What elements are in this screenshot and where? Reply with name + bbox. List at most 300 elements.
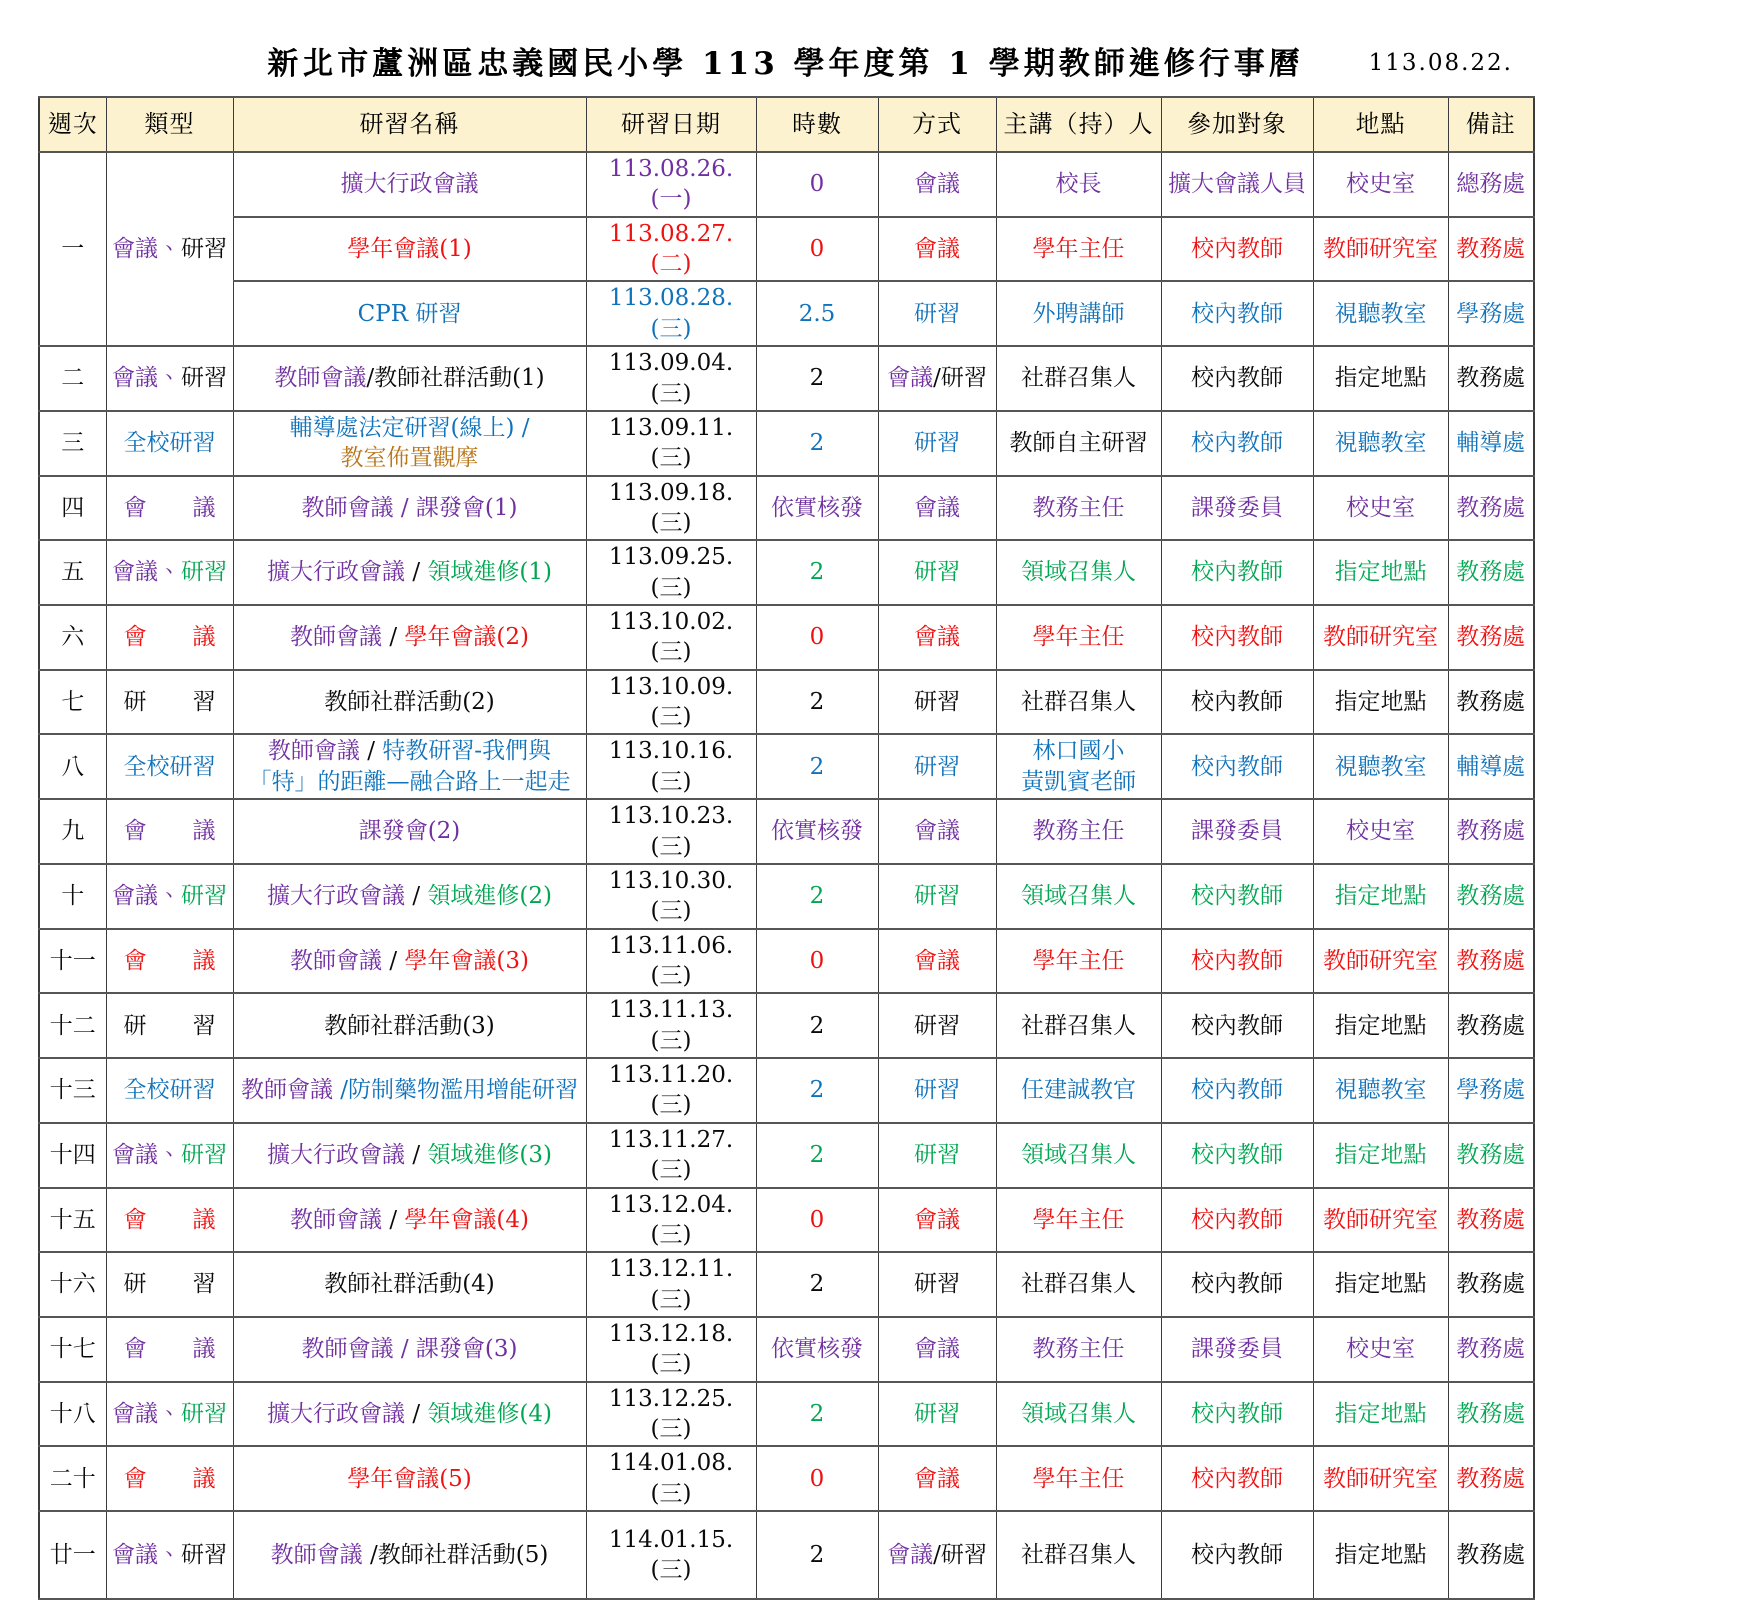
cell-text: 會議 [914,947,960,974]
cell-name [233,993,586,1058]
table-row [39,929,1534,994]
cell-text: 林口國小 [1032,738,1125,765]
cell-hours [756,411,878,476]
cell-note [1448,1252,1534,1317]
cell-text: 會議 [914,624,960,651]
cell-text: 113.11.27.(三) [608,1126,734,1184]
cell-method [878,152,996,217]
cell-date [586,281,756,346]
cell-text: / [412,1400,428,1427]
cell-text: 社群召集人 [1021,688,1136,715]
cell-speaker [996,605,1161,670]
cell-hours [756,1446,878,1511]
cell-note [1448,799,1534,864]
cell-text: /研習 [933,1541,987,1568]
cell-hours [756,346,878,411]
cell-text: 校內教師 [1191,1400,1283,1427]
cell-text: 教務處 [1456,1541,1526,1568]
column-header-method: 方式 [878,97,996,152]
cell-text: 學年主任 [1032,1206,1125,1233]
cell-text: 研 習 [123,688,216,715]
cell-text: 校史室 [1346,494,1415,521]
cell-text: 0 [809,171,825,198]
cell-text: 擴大行政會議 [267,1400,413,1427]
cell-method [878,1382,996,1447]
cell-text: 研習 [181,1141,227,1168]
cell-text: 校內教師 [1191,1077,1283,1104]
cell-text: 113.08.27.(二) [608,220,734,278]
cell-hours [756,540,878,605]
cell-date [586,864,756,929]
cell-text: 學務處 [1456,1077,1526,1104]
cell-text: 「特」的距離—融合路上一起走 [248,768,571,795]
cell-type [106,152,233,346]
cell-type [106,1188,233,1253]
cell-text: 指定地點 [1334,1012,1427,1039]
cell-hours [756,1123,878,1188]
cell-method [878,1317,996,1382]
cell-text: 九 [61,818,85,845]
cell-text: 社群召集人 [1021,1012,1136,1039]
cell-name [233,346,586,411]
cell-text: 教師會議 [274,365,367,392]
cell-location [1313,605,1448,670]
cell-text: 113.10.23.(三) [608,803,734,860]
header-row [39,97,1534,152]
cell-text: 校內教師 [1191,753,1283,780]
cell-text: 113.10.30.(三) [608,867,734,925]
cell-text: 指定地點 [1334,1271,1427,1298]
cell-text: 領域召集人 [1021,1400,1136,1427]
cell-date [586,670,756,735]
cell-text: 教務處 [1456,235,1526,262]
cell-participants [1161,476,1313,541]
table-row [39,217,1534,282]
table-row [39,1446,1534,1511]
cell-text: 0 [809,947,825,974]
cell-participants [1161,217,1313,282]
cell-method [878,605,996,670]
cell-date [586,152,756,217]
cell-text: 2 [809,1012,825,1039]
cell-text: 教務處 [1456,624,1526,651]
cell-text: 教師會議 [290,1206,390,1233]
cell-text: 十八 [49,1400,96,1427]
cell-participants [1161,1058,1313,1123]
cell-text: 113.09.18.(三) [608,479,734,536]
cell-text: 校內教師 [1191,1465,1283,1492]
cell-text: 學年主任 [1032,235,1125,262]
cell-text: 五 [61,559,85,586]
cell-type [106,1058,233,1123]
cell-date [586,217,756,282]
cell-name [233,1317,586,1382]
cell-text: 教務處 [1456,559,1526,586]
cell-week [39,670,106,735]
cell-name [233,1446,586,1511]
cell-text: 十七 [49,1336,96,1363]
cell-text: 113.11.06.(三) [608,932,734,989]
cell-location [1313,540,1448,605]
cell-date [586,346,756,411]
cell-text: 會 議 [123,818,216,845]
cell-date [586,734,756,799]
cell-type [106,864,233,929]
cell-hours [756,864,878,929]
schedule-table [38,96,1535,1600]
cell-text: 依實核發 [771,494,863,521]
cell-speaker [996,670,1161,735]
table-row [39,993,1534,1058]
cell-type [106,1317,233,1382]
cell-speaker [996,1188,1161,1253]
cell-text: 校內教師 [1191,559,1283,586]
cell-text: 113.11.20.(三) [608,1062,734,1119]
cell-text: 依實核發 [771,1336,863,1363]
cell-text: 研習 [181,365,227,392]
cell-hours [756,1511,878,1599]
cell-text: 2 [809,883,825,910]
cell-hours [756,799,878,864]
cell-location [1313,1123,1448,1188]
cell-text: 教師會議 [240,1077,341,1104]
cell-text: 研習 [914,1141,960,1168]
cell-text: 學年會議(1) [347,235,472,262]
cell-text: 教務主任 [1032,1336,1125,1363]
cell-text: 學年主任 [1032,947,1125,974]
cell-text: 會議、 [112,1400,181,1427]
cell-note [1448,670,1534,735]
cell-date [586,540,756,605]
cell-text: 會議 [887,1541,934,1568]
document-page [0,28,1755,1584]
cell-type [106,670,233,735]
cell-text: 校內教師 [1191,365,1283,392]
cell-location [1313,1446,1448,1511]
cell-speaker [996,1382,1161,1447]
cell-type [106,540,233,605]
cell-date [586,1123,756,1188]
cell-text: 研習 [914,1400,960,1427]
cell-text: / [389,624,405,651]
cell-week [39,864,106,929]
cell-text: 教務處 [1456,1206,1526,1233]
cell-text: 校內教師 [1191,883,1283,910]
cell-text: 2 [809,430,825,457]
cell-date [586,1511,756,1599]
cell-participants [1161,1446,1313,1511]
cell-name [233,281,586,346]
cell-speaker [996,864,1161,929]
cell-method [878,281,996,346]
cell-text: 一 [61,235,85,262]
cell-text: 教務處 [1456,883,1526,910]
cell-text: 二 [61,365,85,392]
cell-text: 十二 [49,1012,96,1039]
cell-hours [756,929,878,994]
cell-note [1448,1058,1534,1123]
cell-text: 研習 [181,883,227,910]
cell-date [586,1446,756,1511]
cell-hours [756,605,878,670]
cell-name [233,929,586,994]
cell-text: 研習 [914,1077,960,1104]
cell-text: 總務處 [1456,171,1526,198]
cell-text: 研習 [914,1012,960,1039]
cell-type [106,1382,233,1447]
cell-text: / [389,1206,405,1233]
cell-text: /教師社群活動(1) [366,365,545,392]
column-header-date: 研習日期 [586,97,756,152]
cell-week [39,476,106,541]
column-header-type: 類型 [106,97,233,152]
table-row [39,799,1534,864]
cell-text: 二十 [49,1465,96,1492]
cell-text: CPR 研習 [357,300,462,327]
cell-name [233,734,586,799]
cell-text: / [412,883,428,910]
cell-method [878,346,996,411]
cell-text: 教師自主研習 [1009,430,1148,457]
cell-method [878,799,996,864]
cell-note [1448,1188,1534,1253]
cell-text: 0 [809,1206,825,1233]
table-row [39,864,1534,929]
cell-week [39,411,106,476]
cell-location [1313,1252,1448,1317]
cell-location [1313,929,1448,994]
cell-type [106,1446,233,1511]
cell-method [878,1058,996,1123]
cell-name [233,864,586,929]
cell-text: 研習 [914,430,960,457]
cell-text: 指定地點 [1334,1541,1427,1568]
table-row [39,1252,1534,1317]
cell-text: 課發委員 [1191,818,1283,845]
cell-note [1448,476,1534,541]
cell-text: 社群召集人 [1021,1541,1136,1568]
cell-week [39,1188,106,1253]
cell-method [878,1446,996,1511]
cell-participants [1161,1382,1313,1447]
cell-speaker [996,1058,1161,1123]
cell-date [586,929,756,994]
cell-hours [756,993,878,1058]
table-row [39,152,1534,217]
cell-text: 2 [809,688,825,715]
cell-text: 0 [809,624,825,651]
cell-text: 領域進修(1) [427,559,552,586]
table-row [39,1123,1534,1188]
cell-text: 校內教師 [1191,947,1283,974]
page-title: 新北市蘆洲區忠義國民小學 113 學年度第 1 學期教師進修行事曆 [267,46,1304,82]
cell-text: 113.10.16.(三) [608,738,734,795]
cell-text: 校內教師 [1191,430,1283,457]
cell-date [586,993,756,1058]
cell-text: 課發會(2) [358,818,461,845]
cell-method [878,1511,996,1599]
cell-text: 擴大會議人員 [1168,171,1306,198]
cell-hours [756,152,878,217]
cell-participants [1161,799,1313,864]
page-header [38,28,1533,90]
cell-type [106,1511,233,1599]
cell-date [586,605,756,670]
cell-text: 外聘講師 [1032,300,1125,327]
cell-text: 領域進修(3) [427,1141,552,1168]
cell-week [39,605,106,670]
cell-text: 任建誠教官 [1021,1077,1136,1104]
cell-text: 會議、 [112,365,181,392]
cell-hours [756,1058,878,1123]
cell-text: 教師研究室 [1323,1465,1438,1492]
cell-text: 會議 [914,171,960,198]
cell-text: 會議 [914,1465,960,1492]
cell-text: 視聽教室 [1334,1077,1427,1104]
cell-text: 十一 [49,947,96,974]
cell-note [1448,929,1534,994]
cell-text: 研習 [181,1400,227,1427]
cell-text: 0 [809,1465,825,1492]
cell-participants [1161,411,1313,476]
cell-text: 教師社群活動(2) [324,688,495,715]
cell-text: 七 [61,688,85,715]
cell-text: 八 [61,753,85,780]
cell-text: 教師會議 [267,738,368,765]
cell-date [586,411,756,476]
cell-speaker [996,152,1161,217]
cell-text: 校內教師 [1191,624,1283,651]
cell-date [586,1252,756,1317]
cell-text: 教務處 [1456,1141,1526,1168]
table-row [39,346,1534,411]
cell-text: 113.09.25.(三) [608,544,734,601]
cell-note [1448,734,1534,799]
cell-type [106,605,233,670]
table-row [39,540,1534,605]
cell-name [233,1252,586,1317]
cell-participants [1161,734,1313,799]
cell-hours [756,217,878,282]
cell-name [233,152,586,217]
column-header-week: 週次 [39,97,106,152]
cell-text: 校內教師 [1191,1012,1283,1039]
cell-text: 會 議 [123,1465,216,1492]
cell-text: 會議、 [112,1541,181,1568]
cell-text: 2 [809,753,825,780]
cell-text: 會議、 [112,559,181,586]
cell-location [1313,346,1448,411]
cell-name [233,670,586,735]
cell-note [1448,605,1534,670]
cell-text: 會議 [887,365,934,392]
cell-text: 擴大行政會議 [267,1141,413,1168]
cell-date [586,1317,756,1382]
cell-text: 114.01.15.(三) [608,1526,734,1584]
cell-text: 十四 [49,1141,96,1168]
cell-method [878,540,996,605]
cell-text: 研習 [181,235,227,262]
cell-text: 擴大行政會議 [340,171,479,198]
table-row [39,281,1534,346]
column-header-location: 地點 [1313,97,1448,152]
cell-text: 教師研究室 [1323,235,1438,262]
cell-week [39,1123,106,1188]
cell-text: 黃凱賓老師 [1021,768,1136,795]
cell-text: 2 [809,1541,825,1568]
table-header [39,97,1534,152]
cell-text: 輔導處 [1456,753,1526,780]
cell-text: 會議 [914,1206,960,1233]
cell-text: 校史室 [1346,818,1415,845]
cell-speaker [996,476,1161,541]
cell-week [39,152,106,346]
cell-note [1448,411,1534,476]
cell-note [1448,346,1534,411]
cell-week [39,1511,106,1599]
cell-name [233,605,586,670]
cell-week [39,993,106,1058]
cell-text: 113.10.02.(三) [608,609,734,666]
cell-speaker [996,993,1161,1058]
cell-text: 社群召集人 [1021,365,1136,392]
cell-note [1448,281,1534,346]
cell-hours [756,670,878,735]
cell-method [878,929,996,994]
cell-text: 教務處 [1456,947,1526,974]
cell-text: 十 [61,883,85,910]
table-row [39,734,1534,799]
cell-location [1313,1188,1448,1253]
cell-name [233,1123,586,1188]
cell-text: 教務處 [1456,688,1526,715]
cell-name [233,1058,586,1123]
cell-method [878,864,996,929]
cell-text: 學年主任 [1032,1465,1125,1492]
cell-text: 校長 [1055,171,1102,198]
cell-speaker [996,1252,1161,1317]
cell-participants [1161,540,1313,605]
cell-text: /防制藥物濫用增能研習 [340,1077,579,1104]
cell-text: 研習 [914,1271,960,1298]
cell-location [1313,152,1448,217]
revision-date: 113.08.22. [1368,50,1513,76]
cell-participants [1161,929,1313,994]
cell-method [878,993,996,1058]
cell-type [106,993,233,1058]
cell-note [1448,1382,1534,1447]
cell-text: 會議、 [112,1141,181,1168]
cell-hours [756,1317,878,1382]
cell-participants [1161,1317,1313,1382]
table-body [39,152,1534,1599]
cell-text: 教師研究室 [1323,624,1438,651]
cell-text: 校內教師 [1191,235,1283,262]
cell-text: 教務處 [1456,494,1526,521]
cell-text: /研習 [933,365,987,392]
cell-text: 0 [809,235,825,262]
cell-method [878,1123,996,1188]
cell-participants [1161,1252,1313,1317]
cell-text: 教師會議 [270,1541,370,1568]
column-header-hours: 時數 [756,97,878,152]
cell-text: 課發委員 [1191,494,1283,521]
cell-location [1313,734,1448,799]
cell-text: 會 議 [123,1336,216,1363]
cell-text: 視聽教室 [1334,430,1427,457]
cell-method [878,1188,996,1253]
cell-location [1313,1058,1448,1123]
